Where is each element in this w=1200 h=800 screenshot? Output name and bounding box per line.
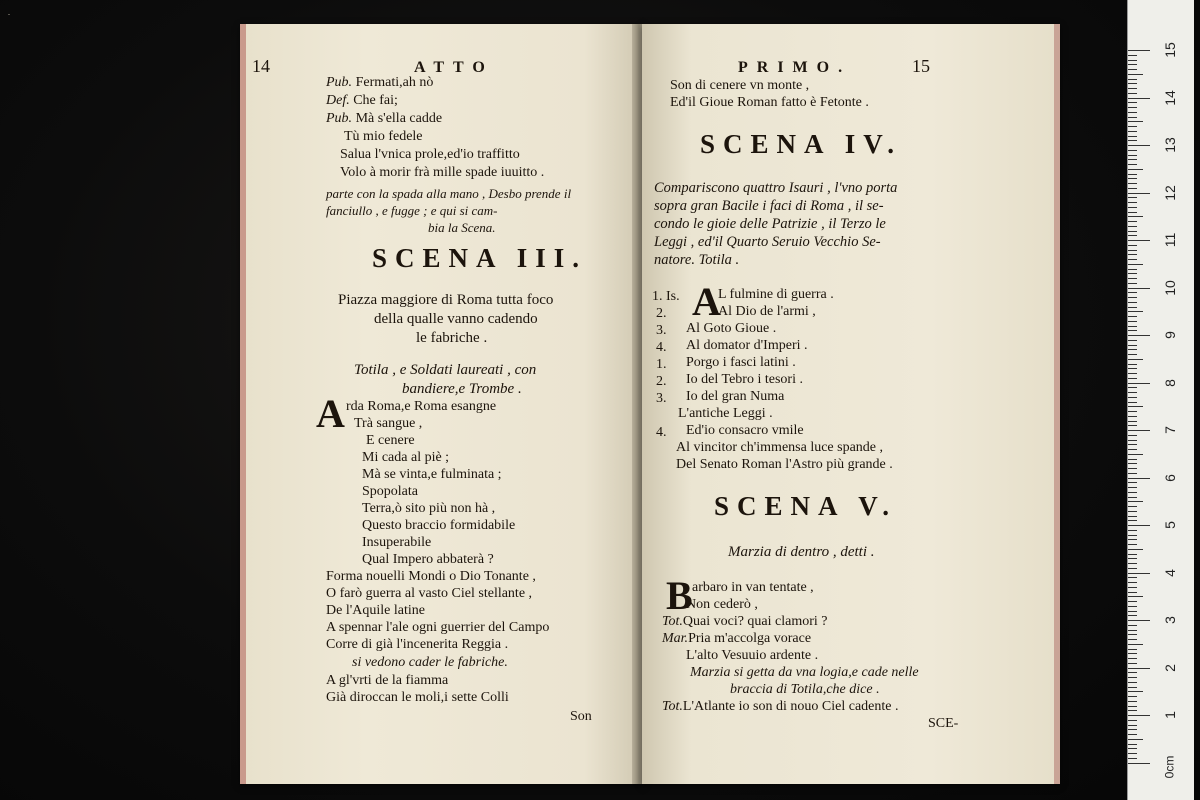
ruler-tick bbox=[1128, 359, 1143, 360]
ruler-tick bbox=[1128, 734, 1137, 735]
ruler-tick bbox=[1128, 354, 1137, 355]
verse-line: rda Roma,e Roma esangne bbox=[346, 399, 497, 414]
ruler-tick bbox=[1128, 131, 1137, 132]
ruler-tick bbox=[1128, 506, 1137, 507]
ruler-tick bbox=[1128, 207, 1137, 208]
verse-line: Che fai; bbox=[353, 93, 398, 108]
verse-number: 2. bbox=[656, 374, 667, 389]
stage-direction: braccia di Totila,che dice . bbox=[730, 682, 880, 697]
ruler-tick bbox=[1128, 668, 1150, 669]
ruler-tick bbox=[1128, 79, 1137, 80]
verse-line: Forma nouelli Mondi o Dio Tonante , bbox=[326, 569, 536, 584]
setting-line: della qualle vanno cadendo bbox=[374, 311, 538, 327]
ruler-tick bbox=[1128, 335, 1150, 336]
ruler-tick bbox=[1128, 102, 1137, 103]
description-line: condo le gioie delle Patrizie , il Terzo le bbox=[654, 216, 886, 232]
stage-direction: Marzia si getta da vna logia,e cade nelle bbox=[690, 665, 919, 680]
ruler-tick bbox=[1128, 568, 1137, 569]
verse-line: A gl'vrti de la fiamma bbox=[326, 673, 449, 688]
ruler-tick bbox=[1128, 649, 1137, 650]
verse-line: Al Dio de l'armi , bbox=[718, 304, 816, 319]
ruler-number: 6 bbox=[1162, 473, 1178, 482]
verse-line: Son di cenere vn monte , bbox=[670, 78, 810, 93]
ruler-tick bbox=[1128, 725, 1137, 726]
ruler-tick bbox=[1128, 601, 1137, 602]
ruler-tick bbox=[1128, 492, 1137, 493]
ruler-tick bbox=[1128, 378, 1137, 379]
ruler-tick bbox=[1128, 487, 1137, 488]
verse-line: Al Goto Gioue . bbox=[686, 321, 777, 336]
ruler-tick bbox=[1128, 710, 1137, 711]
ruler-tick bbox=[1128, 64, 1137, 65]
ruler-tick bbox=[1128, 231, 1137, 232]
verse-line: Del Senato Roman l'Astro più grande . bbox=[676, 457, 893, 472]
ruler-tick bbox=[1128, 311, 1143, 312]
ruler-tick bbox=[1128, 88, 1137, 89]
ruler-tick bbox=[1128, 644, 1143, 645]
ruler-tick bbox=[1128, 112, 1137, 113]
ruler-tick bbox=[1128, 107, 1137, 108]
verse-line: Fermati,ah nò bbox=[355, 75, 434, 90]
verse-number: 3. bbox=[656, 323, 667, 338]
ruler-number: 2 bbox=[1162, 663, 1178, 672]
verse-line: L'alto Vesuuio ardente . bbox=[686, 648, 819, 663]
characters-line: Totila , e Soldati laureati , con bbox=[354, 362, 537, 378]
ruler-tick bbox=[1128, 245, 1137, 246]
ruler-tick bbox=[1128, 520, 1137, 521]
speaker: Tot. bbox=[662, 614, 683, 629]
catchword: SCE- bbox=[928, 716, 959, 731]
ruler-tick bbox=[1128, 482, 1137, 483]
ruler-tick bbox=[1128, 682, 1137, 683]
verse-line: Terra,ò sito più non hà , bbox=[362, 501, 496, 516]
ruler-tick bbox=[1128, 473, 1137, 474]
ruler-tick bbox=[1128, 392, 1137, 393]
ruler-tick bbox=[1128, 592, 1137, 593]
ruler-tick bbox=[1128, 240, 1150, 241]
ruler-tick bbox=[1128, 259, 1137, 260]
ruler-tick bbox=[1128, 544, 1137, 545]
ruler-tick bbox=[1128, 440, 1137, 441]
setting-line: le fabriche . bbox=[416, 330, 488, 346]
ruler-tick bbox=[1128, 663, 1137, 664]
speaker: Pub. bbox=[326, 111, 353, 126]
ruler-tick bbox=[1128, 69, 1137, 70]
ruler-tick bbox=[1128, 435, 1137, 436]
ruler-tick bbox=[1128, 511, 1137, 512]
ruler-number: 4 bbox=[1162, 568, 1178, 577]
verse-line: Al domator d'Imperi . bbox=[686, 338, 808, 353]
ruler-tick bbox=[1128, 530, 1137, 531]
ruler-tick bbox=[1128, 563, 1137, 564]
ruler-tick bbox=[1128, 250, 1137, 251]
description-line: Compariscono quattro Isauri , l'vno porta bbox=[654, 180, 898, 196]
ruler-tick bbox=[1128, 748, 1137, 749]
ruler-tick bbox=[1128, 630, 1137, 631]
ruler-tick bbox=[1128, 164, 1137, 165]
ruler-tick bbox=[1128, 159, 1137, 160]
ruler-number: 5 bbox=[1162, 521, 1178, 529]
ruler-tick bbox=[1128, 459, 1137, 460]
verse-number: 4. bbox=[656, 425, 667, 440]
corner-marks: . bbox=[8, 8, 10, 17]
ruler-tick bbox=[1128, 554, 1137, 555]
ruler-tick bbox=[1128, 169, 1143, 170]
verse-line: Quai voci? quai clamori ? bbox=[682, 614, 828, 629]
ruler-tick bbox=[1128, 696, 1137, 697]
ruler-number: 11 bbox=[1162, 232, 1178, 248]
ruler-tick bbox=[1128, 321, 1137, 322]
ruler-tick bbox=[1128, 706, 1137, 707]
stage-direction: fanciullo , e fugge ; e qui si cam- bbox=[326, 203, 498, 218]
verse-number: 4. bbox=[656, 340, 667, 355]
verse-line: Già diroccan le moli,i sette Colli bbox=[326, 690, 509, 705]
ruler-tick bbox=[1128, 136, 1137, 137]
ruler-tick bbox=[1128, 501, 1143, 502]
ruler-tick bbox=[1128, 658, 1137, 659]
verse-line: Io del Tebro i tesori . bbox=[686, 372, 803, 387]
verse-line: Ed'io consacro vmile bbox=[686, 423, 804, 438]
ruler-tick bbox=[1128, 444, 1137, 445]
ruler-tick bbox=[1128, 744, 1137, 745]
verse-line: Volo à morir frà mille spade iuuitto . bbox=[340, 165, 545, 180]
stage-direction: bia la Scena. bbox=[428, 220, 496, 235]
ruler-tick bbox=[1128, 577, 1137, 578]
ruler-tick bbox=[1128, 406, 1143, 407]
verse-line: Salua l'vnica prole,ed'io traffitto bbox=[340, 147, 520, 162]
verse-line: A spennar l'ale ogni guerrier del Campo bbox=[326, 620, 550, 635]
verse-line: O farò guerra al vasto Ciel stellante , bbox=[326, 586, 533, 601]
scene-heading: SCENA V. bbox=[714, 491, 898, 521]
ruler-tick bbox=[1128, 454, 1143, 455]
verse-line: Mi cada al piè ; bbox=[362, 450, 450, 465]
verse-line: Al vincitor ch'immensa luce spande , bbox=[676, 440, 884, 455]
ruler-tick bbox=[1128, 345, 1137, 346]
ruler-tick bbox=[1128, 549, 1143, 550]
ruler-tick bbox=[1128, 463, 1137, 464]
ruler-tick bbox=[1128, 449, 1137, 450]
drop-capital: A bbox=[692, 279, 721, 324]
ruler-tick bbox=[1128, 74, 1143, 75]
verse-line: L fulmine di guerra . bbox=[718, 287, 834, 302]
speaker: Tot. bbox=[662, 699, 683, 714]
ruler-tick bbox=[1128, 297, 1137, 298]
measuring-ruler bbox=[1127, 0, 1194, 800]
verse-line: Ed'il Gioue Roman fatto è Fetonte . bbox=[670, 95, 869, 110]
ruler-tick bbox=[1128, 269, 1137, 270]
speaker: Def. bbox=[326, 93, 350, 108]
ruler-tick bbox=[1128, 606, 1137, 607]
catchword: Son bbox=[570, 709, 592, 724]
ruler-tick bbox=[1128, 254, 1137, 255]
ruler-number: 14 bbox=[1162, 89, 1178, 106]
ruler-tick bbox=[1128, 340, 1137, 341]
verse-line: Mà se vinta,e fulminata ; bbox=[362, 467, 502, 482]
ruler-tick bbox=[1128, 197, 1137, 198]
ruler-tick bbox=[1128, 397, 1137, 398]
verse-line: Porgo i fasci latini . bbox=[686, 355, 796, 370]
ruler-tick bbox=[1128, 383, 1150, 384]
ruler-tick bbox=[1128, 292, 1137, 293]
ruler-tick bbox=[1128, 687, 1137, 688]
verse-line: Non cederò , bbox=[686, 597, 758, 612]
drop-capital: A bbox=[316, 391, 345, 436]
ruler-tick bbox=[1128, 720, 1137, 721]
verse-line: L'antiche Leggi . bbox=[678, 406, 773, 421]
ruler-tick bbox=[1128, 421, 1137, 422]
ruler-tick bbox=[1128, 126, 1137, 127]
ruler-tick bbox=[1128, 582, 1137, 583]
ruler-tick bbox=[1128, 411, 1137, 412]
ruler-tick bbox=[1128, 330, 1137, 331]
ruler-tick bbox=[1128, 326, 1137, 327]
setting-line: Piazza maggiore di Roma tutta foco bbox=[338, 292, 554, 308]
characters-line: bandiere,e Trombe . bbox=[402, 381, 522, 397]
page-number-left: 14 bbox=[252, 56, 270, 76]
description-line: sopra gran Bacile i faci di Roma , il se- bbox=[654, 198, 884, 214]
ruler-tick bbox=[1128, 373, 1137, 374]
ruler-tick bbox=[1128, 539, 1137, 540]
ruler-tick bbox=[1128, 178, 1137, 179]
ruler-tick bbox=[1128, 620, 1150, 621]
ruler-tick bbox=[1128, 235, 1137, 236]
verse-number: 2. bbox=[656, 306, 667, 321]
ruler-tick bbox=[1128, 202, 1137, 203]
ruler-tick bbox=[1128, 368, 1137, 369]
ruler-number: 7 bbox=[1162, 426, 1178, 434]
ruler-tick bbox=[1128, 288, 1150, 289]
ruler-tick bbox=[1128, 715, 1150, 716]
verse-number: 1. bbox=[656, 357, 667, 372]
ruler-tick bbox=[1128, 188, 1137, 189]
ruler-tick bbox=[1128, 155, 1137, 156]
verse-line: Tù mio fedele bbox=[344, 129, 423, 144]
ruler-tick bbox=[1128, 278, 1137, 279]
ruler-tick bbox=[1128, 596, 1143, 597]
verse-line: L'Atlante io son di nouo Ciel cadente . bbox=[682, 699, 899, 714]
ruler-tick bbox=[1128, 150, 1137, 151]
verse-line: E cenere bbox=[366, 433, 415, 448]
ruler-tick bbox=[1128, 672, 1137, 673]
scene-heading: SCENA III. bbox=[372, 243, 588, 273]
ruler-tick bbox=[1128, 535, 1137, 536]
ruler-tick bbox=[1128, 468, 1137, 469]
ruler-tick bbox=[1128, 98, 1150, 99]
ruler-tick bbox=[1128, 273, 1137, 274]
verse-number: 1. Is. bbox=[652, 289, 680, 304]
right-page bbox=[642, 24, 1060, 784]
ruler-tick bbox=[1128, 753, 1137, 754]
ruler-tick bbox=[1128, 117, 1137, 118]
ruler-tick bbox=[1128, 677, 1137, 678]
verse-line: Questo braccio formidabile bbox=[362, 518, 516, 533]
ruler-number: 13 bbox=[1162, 137, 1178, 153]
characters-line: Marzia di dentro , detti . bbox=[728, 544, 875, 560]
stage-direction: si vedono cader le fabriche. bbox=[352, 655, 508, 670]
ruler-tick bbox=[1128, 307, 1137, 308]
ruler-tick bbox=[1128, 611, 1137, 612]
ruler-number: 9 bbox=[1162, 331, 1178, 339]
stage-direction: parte con la spada alla mano , Desbo prende il bbox=[326, 186, 572, 201]
ruler-tick bbox=[1128, 302, 1137, 303]
ruler-tick bbox=[1128, 525, 1150, 526]
ruler-tick bbox=[1128, 364, 1137, 365]
ruler-number: 10 bbox=[1162, 279, 1178, 296]
ruler-tick bbox=[1128, 50, 1150, 51]
ruler-number: 1 bbox=[1162, 711, 1178, 719]
ruler-tick bbox=[1128, 587, 1137, 588]
ruler-tick bbox=[1128, 691, 1143, 692]
ruler-tick bbox=[1128, 634, 1137, 635]
ruler-tick bbox=[1128, 55, 1137, 56]
drop-capital: B bbox=[666, 573, 693, 618]
ruler-tick bbox=[1128, 174, 1137, 175]
ruler-tick bbox=[1128, 430, 1150, 431]
ruler-tick bbox=[1128, 573, 1150, 574]
ruler-tick bbox=[1128, 497, 1137, 498]
ruler-tick bbox=[1128, 316, 1137, 317]
ruler-tick bbox=[1128, 478, 1150, 479]
verse-line: Qual Impero abbaterà ? bbox=[362, 552, 494, 567]
ruler-unit-label: 0cm bbox=[1162, 755, 1177, 779]
ruler-tick bbox=[1128, 193, 1150, 194]
verse-line: Corre di già l'incenerita Reggia . bbox=[326, 637, 509, 652]
speaker: Pub. bbox=[326, 75, 353, 90]
ruler-tick bbox=[1128, 221, 1137, 222]
page-number-right: 15 bbox=[912, 56, 930, 76]
ruler-tick bbox=[1128, 226, 1137, 227]
verse-line: Mà s'ella cadde bbox=[355, 111, 443, 126]
verse-line: De l'Aquile latine bbox=[326, 603, 425, 618]
verse-line: Spopolata bbox=[362, 484, 418, 499]
ruler-tick bbox=[1128, 729, 1137, 730]
open-book bbox=[232, 24, 1062, 788]
description-line: Leggi , ed'il Quarto Seruio Vecchio Se- bbox=[654, 234, 881, 250]
ruler-number: 15 bbox=[1162, 42, 1178, 58]
verse-number: 3. bbox=[656, 391, 667, 406]
ruler-tick bbox=[1128, 758, 1137, 759]
ruler-number: 3 bbox=[1162, 616, 1178, 624]
ruler-tick bbox=[1128, 416, 1137, 417]
ruler-number: 8 bbox=[1162, 378, 1178, 387]
ruler-tick bbox=[1128, 701, 1137, 702]
ruler-tick bbox=[1128, 639, 1137, 640]
ruler-tick bbox=[1128, 402, 1137, 403]
ruler-tick bbox=[1128, 739, 1143, 740]
ruler-tick bbox=[1128, 216, 1143, 217]
ruler-tick bbox=[1128, 283, 1137, 284]
verse-line: arbaro in van tentate , bbox=[692, 580, 814, 595]
verse-line: Pria m'accolga vorace bbox=[688, 631, 812, 646]
ruler-tick bbox=[1128, 121, 1143, 122]
ruler-tick bbox=[1128, 516, 1137, 517]
scene-heading: SCENA IV. bbox=[700, 129, 903, 159]
ruler-tick bbox=[1128, 425, 1137, 426]
running-head-left: ATTO bbox=[414, 59, 494, 76]
ruler-tick bbox=[1128, 212, 1137, 213]
verse-line: Trà sangue , bbox=[354, 416, 423, 431]
ruler-tick bbox=[1128, 183, 1137, 184]
ruler-tick bbox=[1128, 93, 1137, 94]
ruler-tick bbox=[1128, 615, 1137, 616]
ruler-tick bbox=[1128, 60, 1137, 61]
left-page bbox=[240, 24, 644, 784]
description-line: natore. Totila . bbox=[654, 252, 740, 268]
ruler-number: 12 bbox=[1162, 184, 1178, 201]
speaker: Mar. bbox=[662, 631, 689, 646]
ruler-tick bbox=[1128, 140, 1137, 141]
ruler-tick bbox=[1128, 558, 1137, 559]
ruler-tick bbox=[1128, 387, 1137, 388]
verse-line: Insuperabile bbox=[362, 535, 432, 550]
ruler-tick bbox=[1128, 349, 1137, 350]
ruler-tick bbox=[1128, 145, 1150, 146]
ruler-tick bbox=[1128, 625, 1137, 626]
ruler-tick bbox=[1128, 264, 1143, 265]
ruler-tick bbox=[1128, 653, 1137, 654]
ruler-tick bbox=[1128, 763, 1150, 764]
ruler-tick bbox=[1128, 83, 1137, 84]
verse-line: Io del gran Numa bbox=[686, 389, 785, 404]
running-head-right: PRIMO. bbox=[738, 59, 852, 76]
